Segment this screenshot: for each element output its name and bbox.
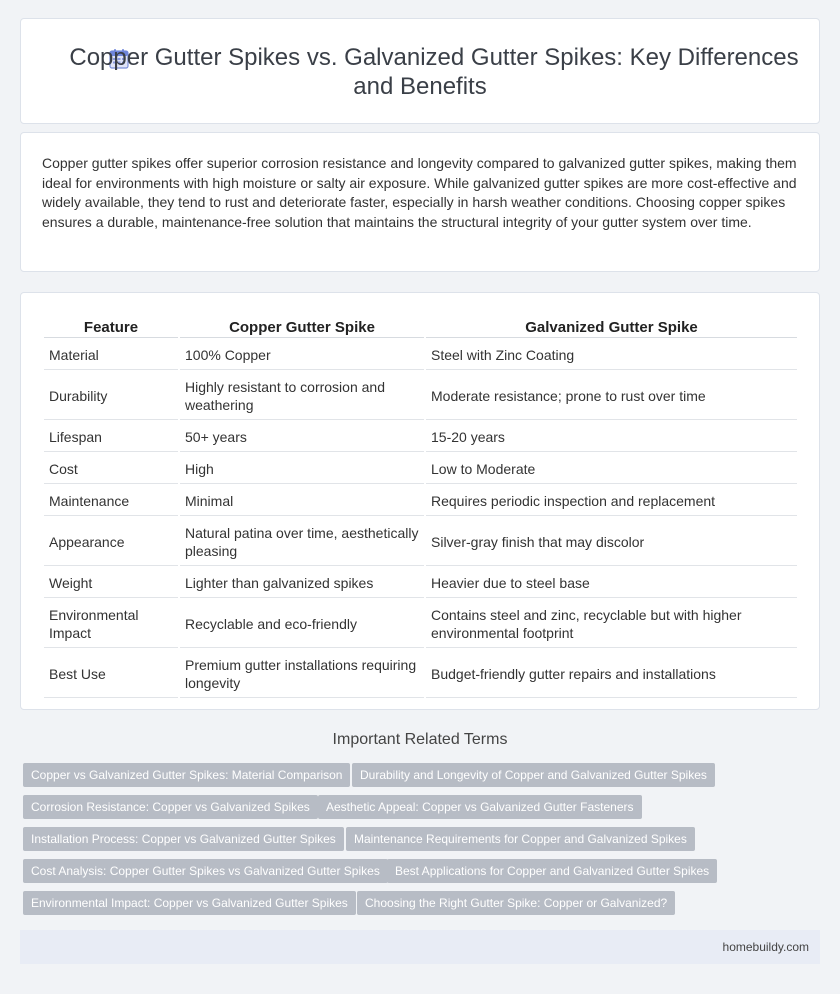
- cell-copper: Minimal: [180, 486, 424, 516]
- related-term-tag[interactable]: Choosing the Right Gutter Spike: Copper or Galvanized?: [357, 891, 675, 915]
- comparison-table: [42, 315, 799, 700]
- related-term-tag[interactable]: Maintenance Requirements for Copper and Galvanized Spikes: [346, 827, 695, 851]
- table-row: [44, 372, 797, 420]
- cell-copper: Highly resistant to corrosion and weathering: [180, 372, 424, 420]
- cell-galvanized: Heavier due to steel base: [426, 568, 797, 598]
- related-term-tag[interactable]: Best Applications for Copper and Galvanized Gutter Spikes: [387, 859, 717, 883]
- cell-feature: Durability: [44, 372, 178, 420]
- table-row: [44, 422, 797, 452]
- related-term-tag[interactable]: Durability and Longevity of Copper and Galvanized Gutter Spikes: [352, 763, 715, 787]
- table-row: [44, 518, 797, 566]
- comparison-card: [20, 292, 820, 710]
- cell-feature: Appearance: [44, 518, 178, 566]
- cell-copper: 50+ years: [180, 422, 424, 452]
- related-term-tag[interactable]: Aesthetic Appeal: Copper vs Galvanized Gutter Fasteners: [318, 795, 642, 819]
- related-term-tag[interactable]: Corrosion Resistance: Copper vs Galvanized Spikes: [23, 795, 318, 819]
- header-copper: Copper Gutter Spike: [180, 317, 424, 338]
- cell-copper: Premium gutter installations requiring longevity: [180, 650, 424, 698]
- cell-copper: Lighter than galvanized spikes: [180, 568, 424, 598]
- cell-copper: 100% Copper: [180, 340, 424, 370]
- cell-galvanized: Requires periodic inspection and replacement: [426, 486, 797, 516]
- cell-feature: Material: [44, 340, 178, 370]
- footer: [20, 930, 820, 964]
- table-header-row: [44, 317, 797, 338]
- header-galvanized: Galvanized Gutter Spike: [426, 317, 797, 338]
- table-row: [44, 454, 797, 484]
- intro-paragraph: Copper gutter spikes offer superior corrosion resistance and longevity compared to galvanized gutter spikes, making them ideal for environments with high moisture or salty air exposure. While galvanized gutter spikes are more cost-effective and widely available, they tend to rust and deteriorate faster, especially in harsh weather conditions. Choosing copper spikes ensures a durable, maintenance-free solution that maintains the structural integrity of your gutter system over time.: [42, 155, 797, 230]
- cell-galvanized: Budget-friendly gutter repairs and installations: [426, 650, 797, 698]
- related-terms-heading: Important Related Terms: [332, 731, 508, 748]
- header-feature: Feature: [44, 317, 178, 338]
- cell-galvanized: Low to Moderate: [426, 454, 797, 484]
- cell-copper: Natural patina over time, aesthetically pleasing: [180, 518, 424, 566]
- related-term-tag[interactable]: Installation Process: Copper vs Galvanized Gutter Spikes: [23, 827, 344, 851]
- table-row: [44, 650, 797, 698]
- intro-card: [20, 132, 820, 272]
- cell-copper: High: [180, 454, 424, 484]
- cell-feature: Maintenance: [44, 486, 178, 516]
- cell-feature: Cost: [44, 454, 178, 484]
- site-link[interactable]: homebuildy.com: [722, 940, 809, 954]
- cell-feature: Weight: [44, 568, 178, 598]
- cell-galvanized: Contains steel and zinc, recyclable but with higher environmental footprint: [426, 600, 797, 648]
- table-row: [44, 486, 797, 516]
- related-term-tag[interactable]: Copper vs Galvanized Gutter Spikes: Material Comparison: [23, 763, 350, 787]
- related-term-tag[interactable]: Environmental Impact: Copper vs Galvanized Gutter Spikes: [23, 891, 356, 915]
- cell-galvanized: 15-20 years: [426, 422, 797, 452]
- cell-galvanized: Moderate resistance; prone to rust over time: [426, 372, 797, 420]
- cell-galvanized: Silver-gray finish that may discolor: [426, 518, 797, 566]
- cell-feature: Environmental Impact: [44, 600, 178, 648]
- page-title: Copper Gutter Spikes vs. Galvanized Gutter Spikes: Key Differences and Benefits: [69, 44, 799, 100]
- title-card: [20, 18, 820, 124]
- cell-feature: Best Use: [44, 650, 178, 698]
- table-row: [44, 340, 797, 370]
- cell-copper: Recyclable and eco-friendly: [180, 600, 424, 648]
- related-term-tag[interactable]: Cost Analysis: Copper Gutter Spikes vs Galvanized Gutter Spikes: [23, 859, 388, 883]
- table-row: [44, 600, 797, 648]
- cell-feature: Lifespan: [44, 422, 178, 452]
- table-row: [44, 568, 797, 598]
- cell-galvanized: Steel with Zinc Coating: [426, 340, 797, 370]
